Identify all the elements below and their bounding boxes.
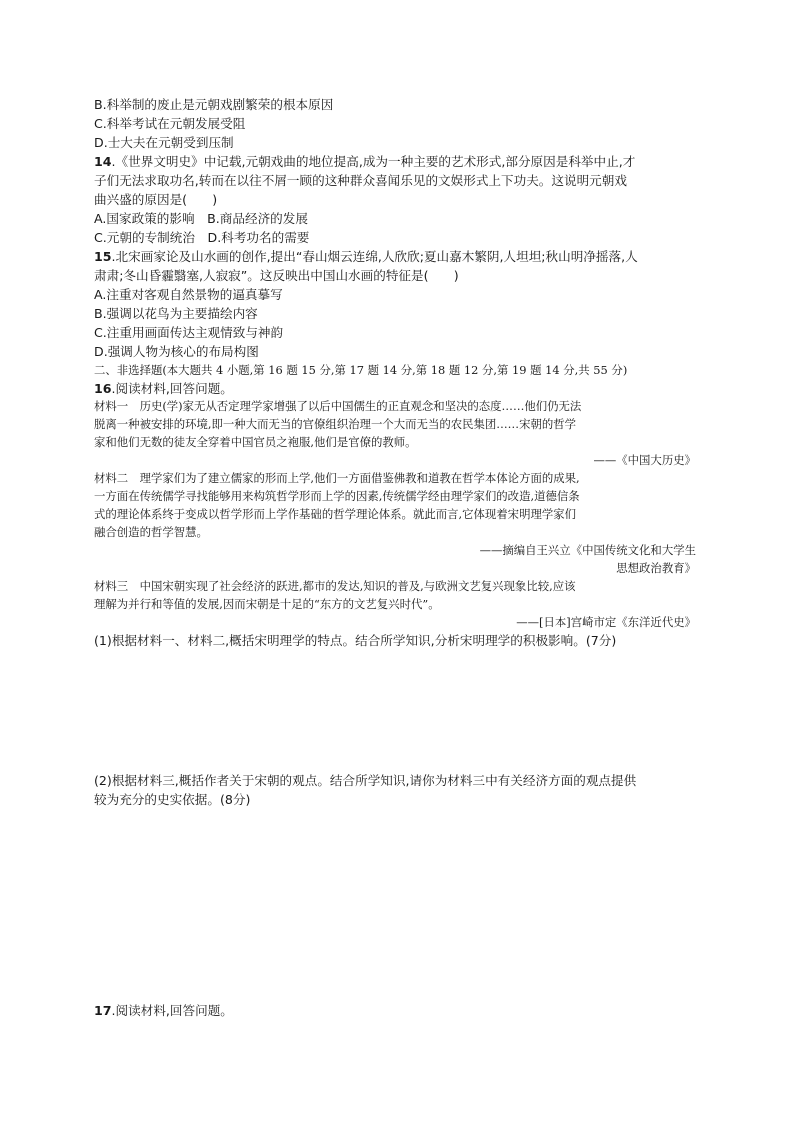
- q15-stem-line1: [94, 248, 638, 265]
- q14-stem-text: .《世界文明史》中记载,元朝戏曲的地位提高,成为一种主要的艺术形式,部分原因是科举中止,才: [111, 154, 636, 169]
- answer-space-1[interactable]: [94, 652, 694, 770]
- material-three-line1: 材料三 中国宋朝实现了社会经济的跃进,都市的发达,知识的普及,与欧洲文艺复兴现象比较,应该: [94, 579, 576, 593]
- q16-intro: [94, 380, 233, 397]
- q16-subquestion-1: (1)根据材料一、材料二,概括宋明理学的特点。结合所学知识,分析宋明理学的积极影响。(7分): [94, 633, 617, 648]
- q15-option-d: D.强调人物为核心的布局构图: [94, 344, 259, 359]
- material-two-line4: 融合创造的哲学智慧。: [94, 525, 208, 539]
- material-one-line3: 家和他们无数的徒友全穿着中国官员之袍服,他们是官僚的教师。: [94, 435, 417, 449]
- q13-option-b: B.科举制的废止是元朝戏剧繁荣的根本原因: [94, 97, 334, 112]
- material-three-source: ——[日本]宫崎市定《东洋近代史》: [516, 615, 696, 629]
- answer-space-2[interactable]: [94, 812, 694, 998]
- q14-stem-line2: 子们无法求取功名,转而在以往不屑一顾的这种群众喜闻乐见的文娱形式上下功夫。这说明元朝戏: [94, 173, 627, 188]
- section-two-heading: 二、非选择题(本大题共 4 小题,第 16 题 15 分,第 17 题 14 分,第 18 题 12 分,第 19 题 14 分,共 55 分): [94, 363, 628, 377]
- material-two-source-line1: ——摘编自王兴立《中国传统文化和大学生: [479, 543, 696, 557]
- q17-intro: [94, 1002, 233, 1019]
- q16-subquestion-2-line2: 较为充分的史实依据。(8分): [94, 792, 251, 807]
- q15-stem-text: .北宋画家论及山水画的创作,提出“春山烟云连绵,人欣欣;夏山嘉木繁阴,人坦坦;秋山明净摇落,人: [111, 249, 638, 264]
- q14-options-row1: A.国家政策的影响 B.商品经济的发展: [94, 211, 308, 226]
- q16-number: 16: [94, 381, 112, 396]
- material-three-line2: 理解为并行和等值的发展,因而宋朝是十足的“东方的文艺复兴时代”。: [94, 597, 440, 611]
- q14-options-row2: C.元朝的专制统治 D.科考功名的需要: [94, 230, 310, 245]
- material-two-line1: 材料二 理学家们为了建立儒家的形而上学,他们一方面借鉴佛教和道教在哲学本体论方面的成果,: [94, 471, 580, 485]
- q17-number: 17: [94, 1003, 112, 1018]
- q15-number: 15: [94, 249, 112, 264]
- q15-option-b: B.强调以花鸟为主要描绘内容: [94, 306, 258, 321]
- material-two-line3: 式的理论体系终于变成以哲学形而上学作基础的哲学理论体系。就此而言,它体现着宋明理学家们: [94, 507, 577, 521]
- q14-number: 14: [94, 154, 112, 169]
- q14-stem-line1: [94, 153, 635, 170]
- q15-option-c: C.注重用画面传达主观情致与神韵: [94, 325, 284, 340]
- material-one-line1: 材料一 历史(学)家无从否定理学家增强了以后中国儒生的正直观念和坚决的态度……他们仍无法: [94, 399, 582, 413]
- q15-stem-line2: 肃肃;冬山昏霾翳塞,人寂寂”。这反映出中国山水画的特征是( ): [94, 268, 459, 283]
- material-two-line2: 一方面在传统儒学寻找能够用来构筑哲学形而上学的因素,传统儒学经由理学家们的改造,道德信条: [94, 489, 580, 503]
- q15-option-a: A.注重对客观自然景物的逼真摹写: [94, 287, 283, 302]
- q16-subquestion-2-line1: (2)根据材料三,概括作者关于宋朝的观点。结合所学知识,请你为材料三中有关经济方面的观点提供: [94, 773, 637, 788]
- material-two-source-line2: 思想政治教育》: [616, 561, 696, 575]
- material-one-source: ——《中国大历史》: [593, 453, 696, 467]
- q16-intro-text: .阅读材料,回答问题。: [111, 381, 233, 396]
- q14-stem-line3: 曲兴盛的原因是( ): [94, 192, 218, 207]
- q13-option-c: C.科举考试在元朝发展受阻: [94, 116, 246, 131]
- q13-option-d: D.士大夫在元朝受到压制: [94, 135, 234, 150]
- q17-intro-text: .阅读材料,回答问题。: [111, 1003, 233, 1018]
- material-one-line2: 脱离一种被安排的环境,即一种大而无当的官僚组织治理一个大而无当的农民集团……宋朝的哲学: [94, 417, 577, 431]
